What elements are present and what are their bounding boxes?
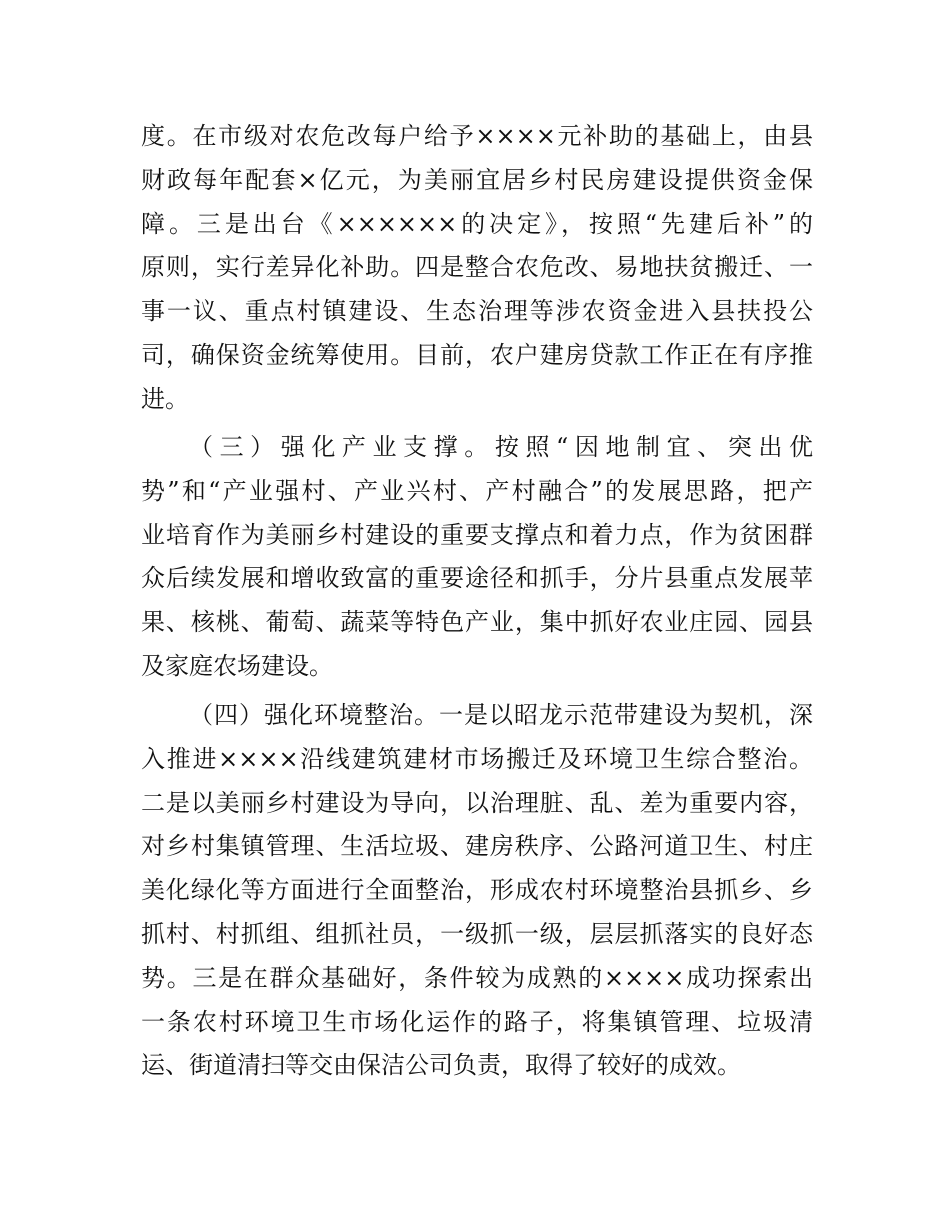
text-line: 原则，实行差异化补助。四是整合农危改、易地扶贫搬迁、一 (141, 253, 813, 282)
text-line: 事一议、重点村镇建设、生态治理等涉农资金进入县扶投公 (141, 297, 813, 326)
section-heading-line: （三）强化产业支撑。按照“因地制宜、突出优 (189, 433, 813, 461)
paragraph-industry-support (141, 426, 813, 689)
text-line: 一条农村环境卫生市场化运作的路子，将集镇管理、垃圾清 (141, 1007, 813, 1036)
text-line: 众后续发展和增收致富的重要途径和抓手，分片县重点发展苹 (141, 564, 813, 593)
text-line: 度。在市级对农危改每户给予××××元补助的基础上，由县 (141, 122, 813, 150)
text-line: 障。三是出台《××××××的决定》，按照“先建后补”的 (141, 209, 813, 238)
text-line: 进。 (141, 384, 189, 413)
text-line: 势”和“产业强村、产业兴村、产村融合”的发展思路，把产 (141, 476, 813, 505)
paragraph-environment-improvement (141, 694, 813, 1088)
section-heading-line: （四）强化环境整治。一是以昭龙示范带建设为契机，深 (189, 701, 813, 729)
text-line: 美化绿化等方面进行全面整治，形成农村环境整治县抓乡、乡 (141, 876, 813, 905)
text-line: 司，确保资金统筹使用。目前，农户建房贷款工作正在有序推 (141, 340, 813, 369)
text-line: 二是以美丽乡村建设为导向，以治理脏、乱、差为重要内容， (141, 788, 813, 817)
text-line: 对乡村集镇管理、生活垃圾、建房秩序、公路河道卫生、村庄 (141, 832, 813, 861)
text-line: 及家庭农场建设。 (141, 651, 333, 680)
text-line: 入推进××××沿线建筑建材市场搬迁及环境卫生综合整治。 (141, 744, 813, 773)
text-line: 运、街道清扫等交由保洁公司负责，取得了较好的成效。 (141, 1051, 741, 1080)
text-line: 财政每年配套×亿元，为美丽宜居乡村民房建设提供资金保 (141, 165, 813, 194)
paragraph-funding-guarantee (141, 115, 813, 422)
text-line: 势。三是在群众基础好，条件较为成熟的××××成功探索出 (141, 963, 813, 992)
text-line: 抓村、村抓组、组抓社员，一级抓一级，层层抓落实的良好态 (141, 919, 813, 948)
text-line: 业培育作为美丽乡村建设的重要支撑点和着力点，作为贫困群 (141, 520, 813, 549)
text-line: 果、核桃、葡萄、蔬菜等特色产业，集中抓好农业庄园、园县 (141, 608, 813, 637)
